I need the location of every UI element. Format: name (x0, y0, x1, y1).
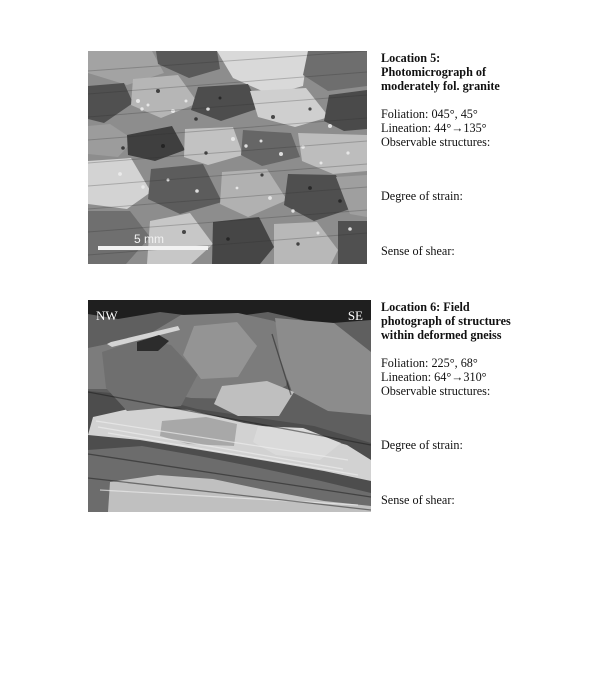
location-6-title: Location 6: Field photograph of structures within deformed gneiss (381, 300, 511, 342)
se-label: SE (347, 308, 363, 323)
location-5-panel (381, 51, 531, 258)
photomicrograph-texture (88, 51, 367, 264)
location-6-observable-structures: Observable structures: (381, 384, 491, 398)
location-5-observable-structures: Observable structures: (381, 135, 491, 149)
location-6-sense-of-shear: Sense of shear: (381, 493, 455, 507)
photomicrograph-image (88, 51, 367, 264)
location-5-lineation: Lineation: 44°→135° (381, 121, 487, 135)
location-5-title: Location 5: Photomicrograph of moderately fol. granite (381, 51, 500, 93)
location-6-degree-of-strain: Degree of strain: (381, 438, 463, 452)
nw-label: NW (96, 308, 118, 323)
scale-bar-label: 5 mm (134, 232, 164, 246)
location-6-panel (381, 300, 531, 507)
location-6-lineation: Lineation: 64°→310° (381, 370, 487, 384)
scale-bar (98, 246, 208, 250)
location-5-sense-of-shear: Sense of shear: (381, 244, 455, 258)
location-5-foliation: Foliation: 045°, 45° (381, 107, 478, 121)
location-5-degree-of-strain: Degree of strain: (381, 189, 463, 203)
field-photograph-texture (88, 300, 371, 512)
location-6-foliation: Foliation: 225°, 68° (381, 356, 478, 370)
field-photograph-image (88, 300, 371, 512)
